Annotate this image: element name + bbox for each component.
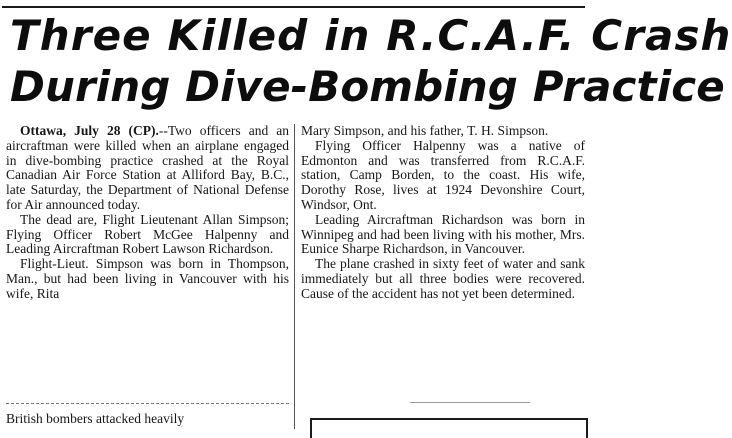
top-rule	[2, 6, 585, 8]
separator-rule	[6, 403, 289, 404]
next-story-fragment: British bombers attacked heavily	[6, 411, 185, 426]
paragraph-4: Flying Officer Halpenny was a native of Edmonton and was transferred from R.C.A.F. station, Camp Borden, to the coast. His wife, Dorothy Rose, lives at 1924 Devonshire Court, Windsor, Ont.	[301, 137, 585, 212]
paragraph-1-body: --Two officers and an aircraftman were killed when an airplane engaged in dive-bombing practice crashed at the Royal Canadian Air Force Station at Alliford Bay, B.C., late Saturday, the Department of National Defense for Air announced today.	[6, 123, 289, 212]
paragraph-5: Leading Aircraftman Richardson was born in Winnipeg and had been living with his mother, Mrs. Eunice Sharpe Richardson, in Vancouver.	[301, 211, 585, 257]
paragraph-1	[6, 124, 289, 213]
headline-line-1: Three Killed in R.C.A.F. Crash	[10, 11, 732, 60]
paragraph-6: The plane crashed in sixty feet of water and sank immediately but all three bodies were recovered. Cause of the accident has not yet been determined.	[301, 256, 585, 301]
separator-rule-right	[410, 402, 530, 403]
column-divider	[294, 124, 295, 429]
adjacent-box-border	[310, 418, 588, 438]
article-column-right	[301, 124, 585, 302]
paragraph-2: The dead are, Flight Lieutenant Allan Simpson; Flying Officer Robert McGee Halpenny and Leading Aircraftman Robert Lawson Richardson.	[6, 211, 289, 257]
paragraph-3-continued: Mary Simpson, and his father, T. H. Simpson.	[301, 123, 549, 138]
article-column-left	[6, 124, 289, 302]
headline-line-2: During Dive-Bombing Practice	[10, 62, 725, 111]
dateline: Ottawa, July 28 (CP).	[20, 123, 159, 138]
paragraph-3: Flight-Lieut. Simpson was born in Thompson, Man., but had been living in Vancouver with his wife, Rita	[6, 256, 289, 301]
